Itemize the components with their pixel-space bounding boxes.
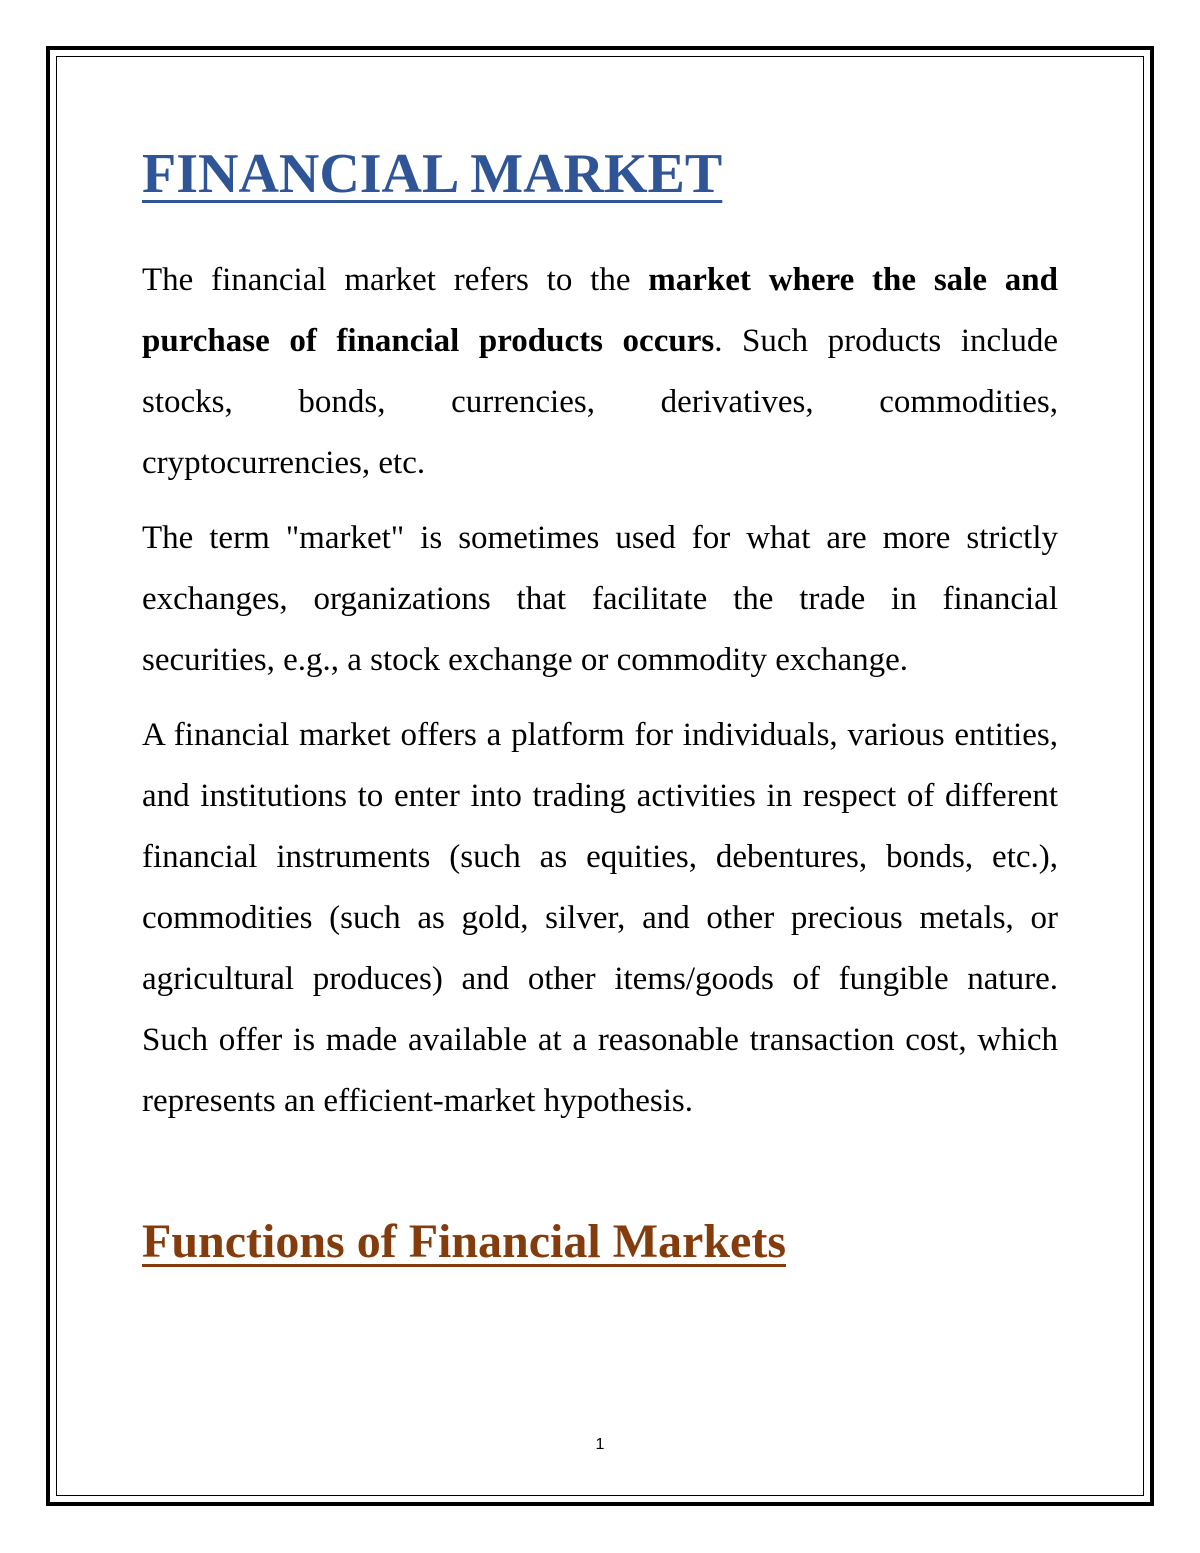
page-number: 1 bbox=[595, 1436, 605, 1453]
document-body bbox=[142, 138, 1058, 1274]
paragraph-definition-tail: . Such products include stocks, bonds, currencies, derivatives, commodities, cryptocurrencies, etc. bbox=[142, 323, 1058, 481]
document-title: FINANCIAL MARKET bbox=[142, 143, 723, 205]
paragraph-platform: A financial market offers a platform for individuals, various entities, and institutions to enter into trading activities in respect of different financial instruments (such as equities, debentures, bonds, etc.), commodities (such as gold, silver, and other precious metals, or agricultural produces) and other items/goods of fungible nature. Such offer is made available at a reasonable transaction cost, which represents an efficient-market hypothesis. bbox=[142, 717, 1058, 1119]
section-heading-functions: Functions of Financial Markets bbox=[142, 1215, 786, 1268]
paragraph-definition-bold: market where the sale and purchase of financial products occurs bbox=[142, 262, 1059, 359]
paragraph-definition-lead: The financial market refers to the bbox=[142, 262, 649, 298]
paragraph-market-term: The term "market" is sometimes used for what are more strictly exchanges, organizations that facilitate the trade in financial securities, e.g., a stock exchange or commodity exchange. bbox=[142, 520, 1058, 678]
paragraph-definition bbox=[142, 250, 1058, 494]
